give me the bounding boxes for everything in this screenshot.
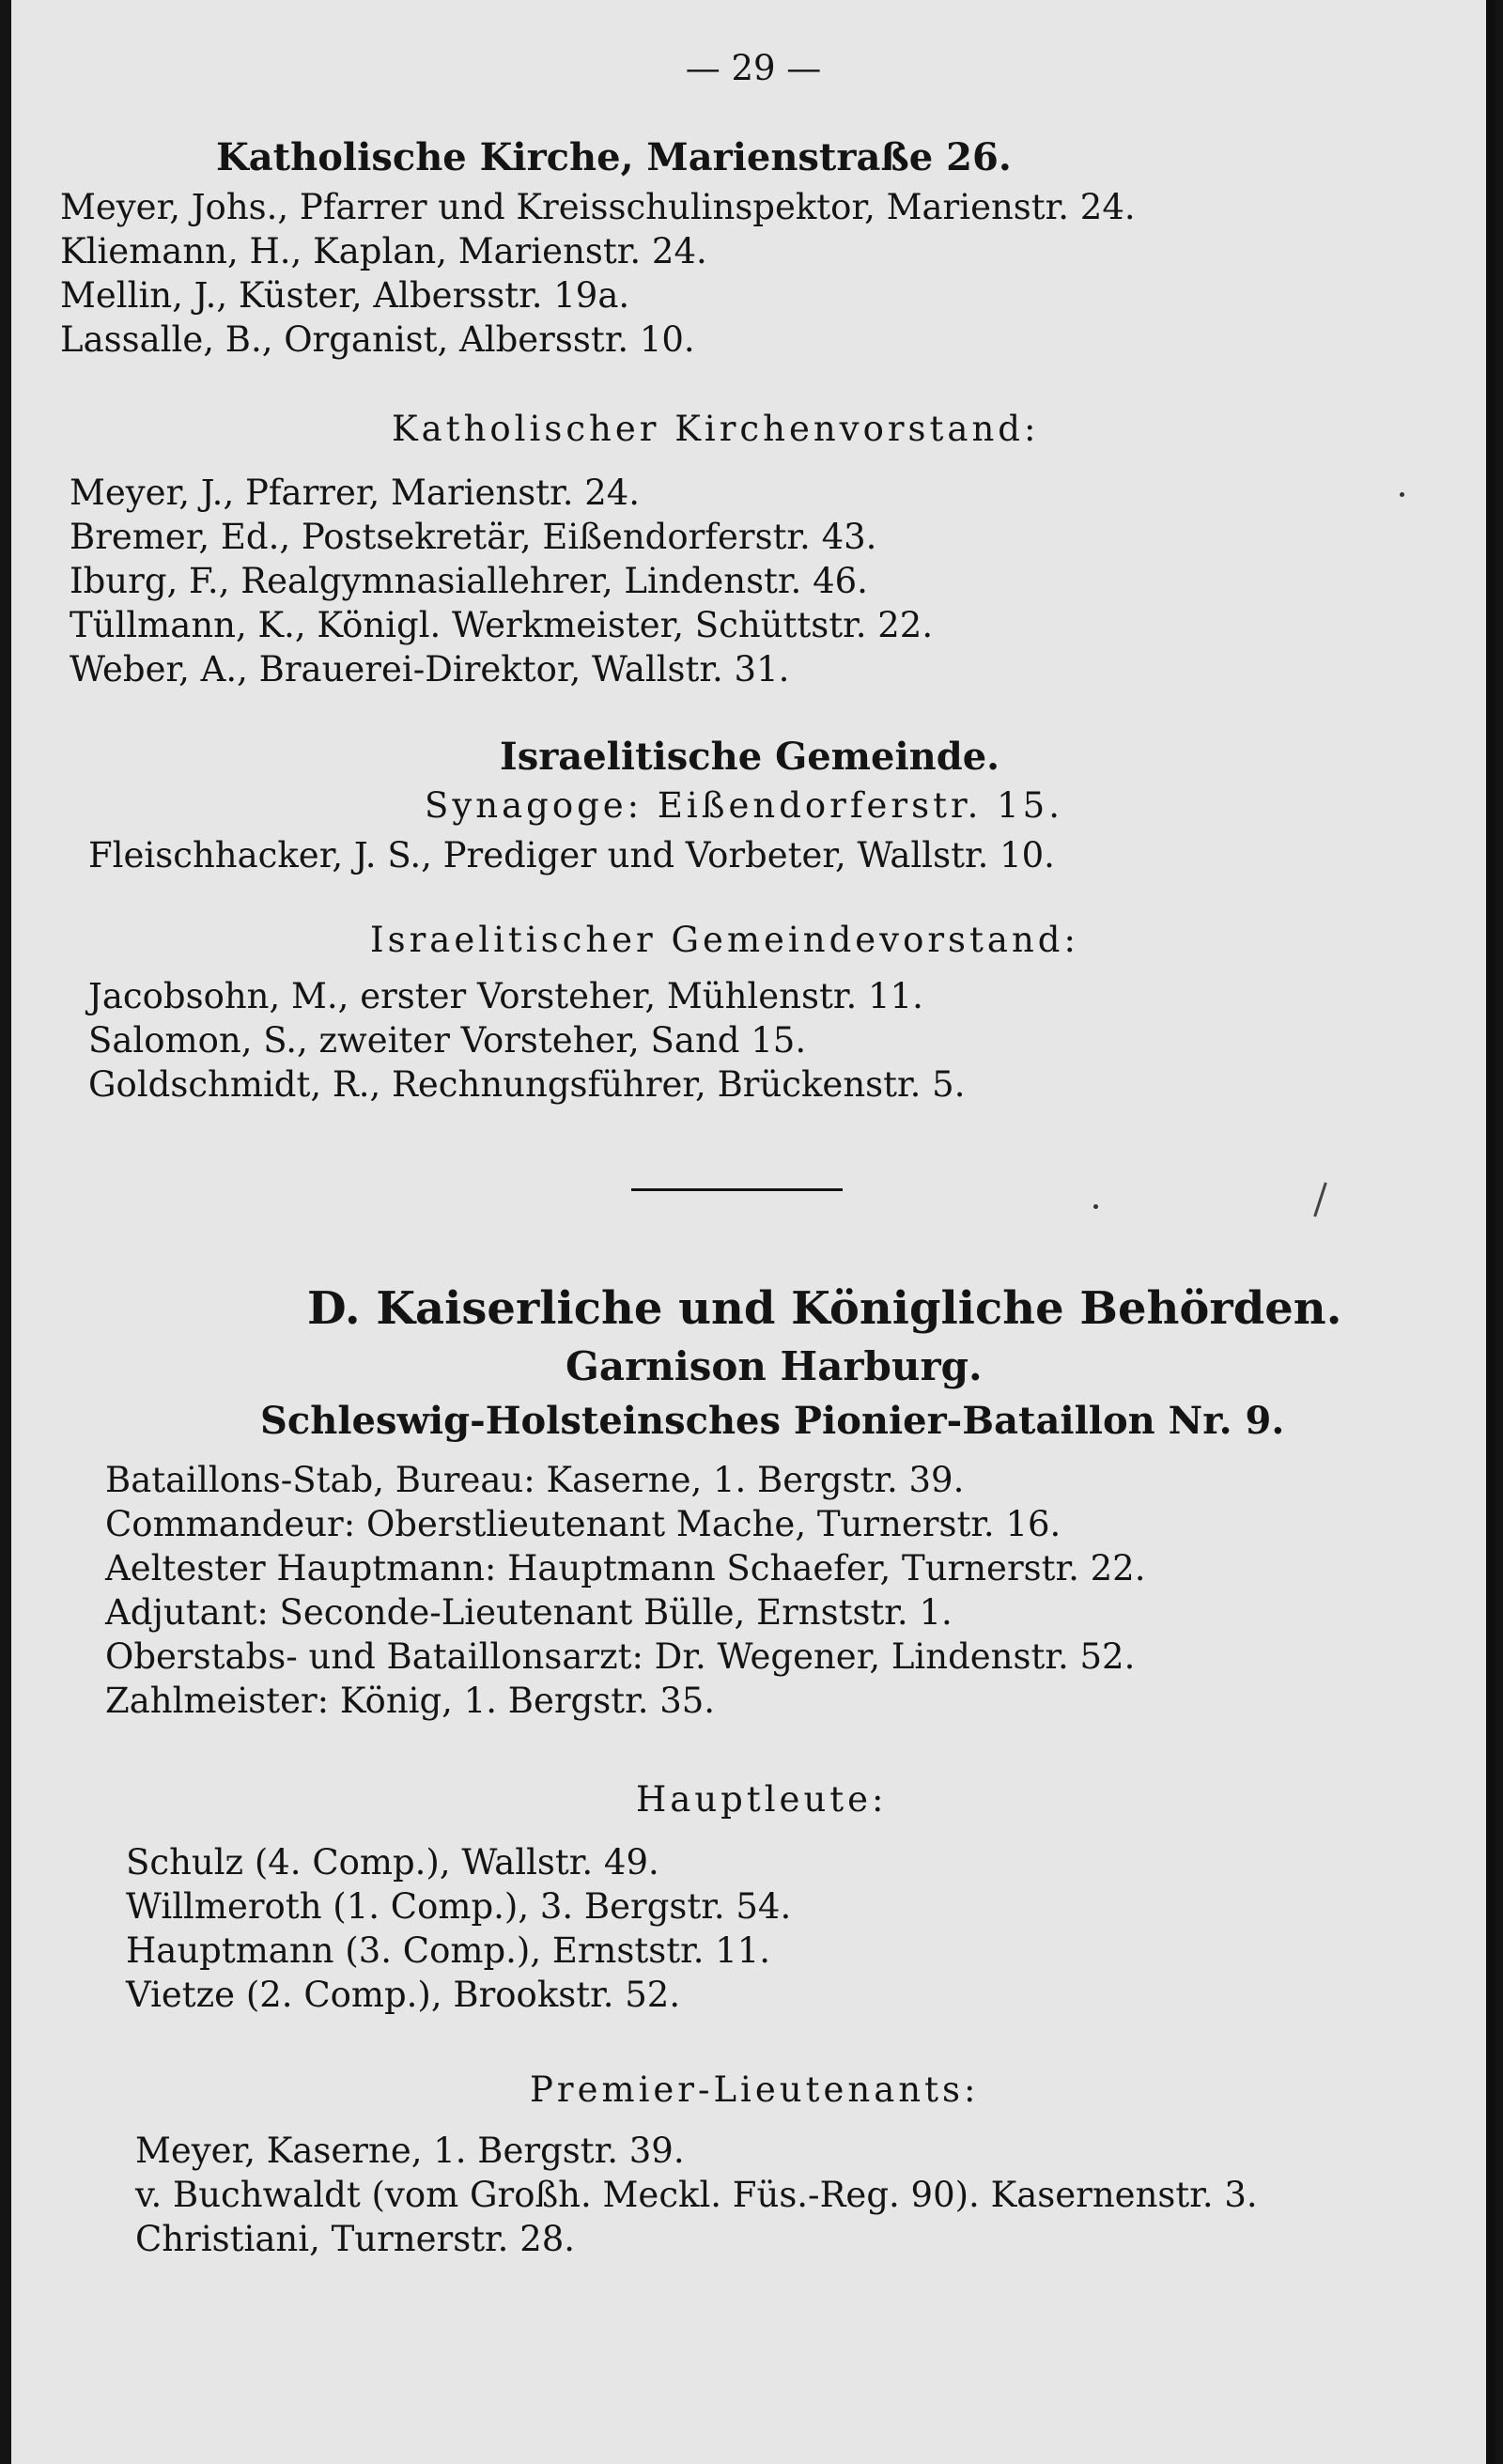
entry-line: Mellin, J., Küster, Albersstr. 19a. — [60, 275, 630, 316]
entry-line: Fleischhacker, J. S., Prediger und Vorbeter, Wallstr. 10. — [88, 835, 1055, 876]
scan-edge — [1486, 0, 1495, 2464]
entry-line: Tüllmann, K., Königl. Werkmeister, Schüttstr. 22. — [70, 605, 934, 645]
entry-line: Adjutant: Seconde-Lieutenant Bülle, Ernststr. 1. — [105, 1592, 953, 1633]
entry-line: Meyer, J., Pfarrer, Marienstr. 24. — [70, 473, 641, 513]
section-heading-kath-kirche: Katholische Kirche, Marienstraße 26. — [216, 135, 1012, 179]
entry-line: Oberstabs- und Bataillonsarzt: Dr. Wegener, Lindenstr. 52. — [105, 1636, 1136, 1677]
entry-line: Jacobsohn, M., erster Vorsteher, Mühlenstr. 11. — [88, 976, 923, 1016]
page-number: — 29 — — [685, 48, 822, 88]
entry-line: Salomon, S., zweiter Vorsteher, Sand 15. — [88, 1020, 807, 1061]
section-heading-premier: Premier-Lieutenants: — [530, 2069, 980, 2110]
entry-line: Kliemann, H., Kaplan, Marienstr. 24. — [60, 231, 707, 271]
entry-line: Commandeur: Oberstlieutenant Mache, Turnerstr. 16. — [105, 1504, 1061, 1544]
unit-heading: Schleswig-Holsteinsches Pionier-Bataillon Nr. 9. — [260, 1399, 1285, 1443]
paper-speck — [1093, 1204, 1098, 1209]
page-text — [11, 0, 1495, 2464]
entry-line: Willmeroth (1. Comp.), 3. Bergstr. 54. — [126, 1886, 792, 1927]
entry-line: Weber, A., Brauerei-Direktor, Wallstr. 31. — [70, 649, 790, 690]
garnison-heading: Garnison Harburg. — [566, 1343, 983, 1389]
paper-speck — [1400, 492, 1404, 497]
section-heading-behoerden: D. Kaiserliche und Königliche Behörden. — [307, 1282, 1342, 1335]
entry-line: Schulz (4. Comp.), Wallstr. 49. — [126, 1842, 659, 1883]
document-page — [11, 0, 1495, 2464]
section-heading-isr-vorstand: Israelitischer Gemeindevorstand: — [370, 920, 1079, 960]
entry-line: Vietze (2. Comp.), Brookstr. 52. — [126, 1975, 681, 2015]
section-heading-kath-vorstand: Katholischer Kirchenvorstand: — [392, 409, 1040, 449]
section-divider — [631, 1188, 843, 1191]
entry-line: v. Buchwaldt (vom Großh. Meckl. Füs.-Reg. 90). Kasernenstr. 3. — [135, 2175, 1258, 2215]
entry-line: Bataillons-Stab, Bureau: Kaserne, 1. Bergstr. 39. — [105, 1460, 965, 1500]
entry-line: Iburg, F., Realgymnasiallehrer, Lindenstr. 46. — [70, 561, 868, 601]
section-heading-hauptleute: Hauptleute: — [636, 1779, 888, 1820]
entry-line: Bremer, Ed., Postsekretär, Eißendorferstr. 43. — [70, 517, 877, 557]
entry-line: Zahlmeister: König, 1. Bergstr. 35. — [105, 1681, 716, 1721]
entry-line: Goldschmidt, R., Rechnungsführer, Brückenstr. 5. — [88, 1064, 966, 1105]
entry-line: Aeltester Hauptmann: Hauptmann Schaefer, Turnerstr. 22. — [105, 1548, 1146, 1588]
entry-line: Meyer, Johs., Pfarrer und Kreisschulinspektor, Marienstr. 24. — [60, 187, 1136, 227]
entry-line: Lassalle, B., Organist, Albersstr. 10. — [60, 319, 695, 360]
entry-line: Christiani, Turnerstr. 28. — [135, 2219, 576, 2259]
entry-line: Hauptmann (3. Comp.), Ernststr. 11. — [126, 1930, 771, 1971]
entry-line: Meyer, Kaserne, 1. Bergstr. 39. — [135, 2131, 685, 2171]
paper-mark — [1313, 1182, 1327, 1217]
section-heading-isr-gemeinde: Israelitische Gemeinde. — [500, 735, 1000, 779]
synagoge-line: Synagoge: Eißendorferstr. 15. — [425, 785, 1063, 826]
